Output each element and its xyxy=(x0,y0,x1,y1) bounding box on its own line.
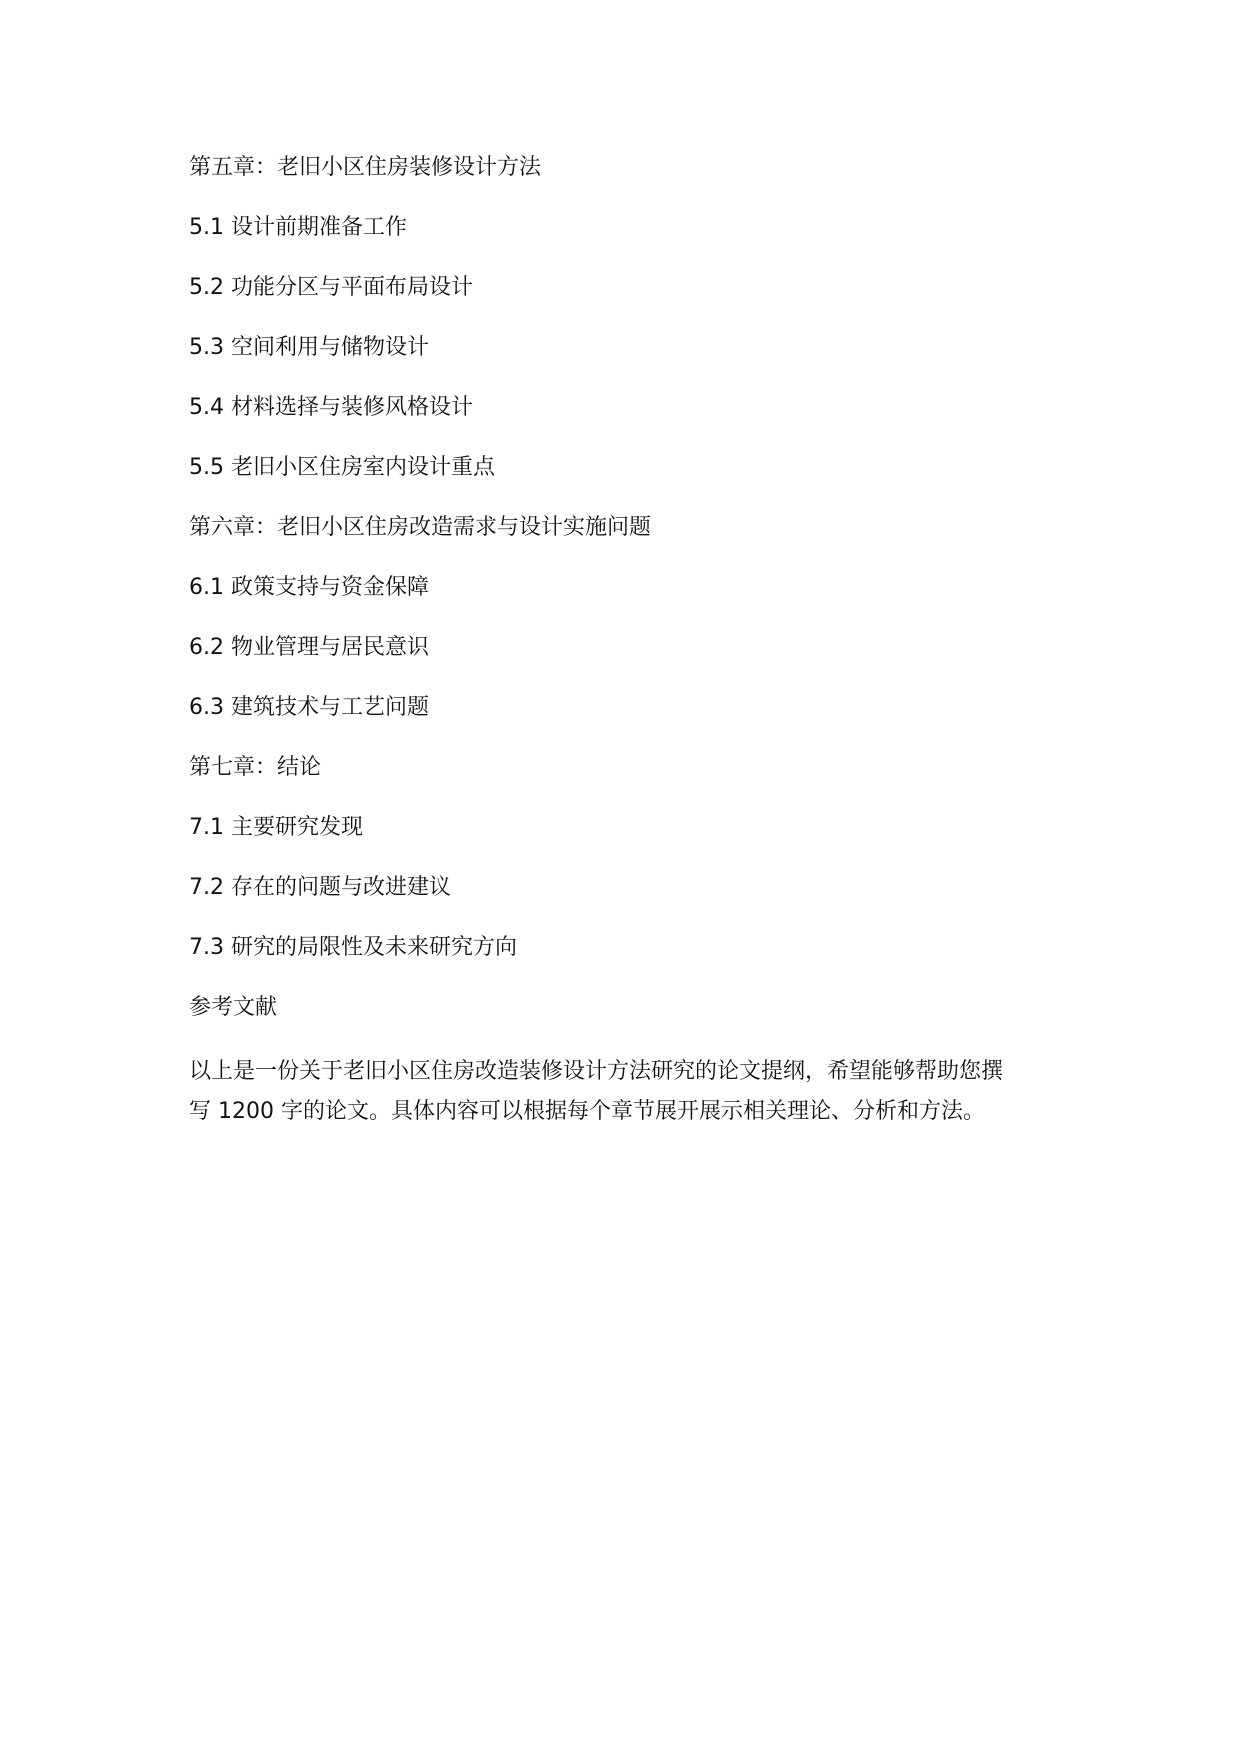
closing-line-2: 写 1200 字的论文。具体内容可以根据每个章节展开展示相关理论、分析和方法。 xyxy=(189,1099,985,1124)
chapter-7-heading: 第七章：结论 xyxy=(189,755,322,780)
section-6-3: 6.3 建筑技术与工艺问题 xyxy=(189,695,429,720)
closing-line-1: 以上是一份关于老旧小区住房改造装修设计方法研究的论文提纲，希望能够帮助您撰 xyxy=(189,1059,1004,1084)
section-6-2: 6.2 物业管理与居民意识 xyxy=(189,635,429,660)
chapter-5-heading: 第五章：老旧小区住房装修设计方法 xyxy=(189,155,542,180)
section-5-2: 5.2 功能分区与平面布局设计 xyxy=(189,275,473,300)
outline-content xyxy=(189,152,1049,1132)
section-7-1: 7.1 主要研究发现 xyxy=(189,815,363,840)
section-7-2: 7.2 存在的问题与改进建议 xyxy=(189,875,451,900)
section-5-5: 5.5 老旧小区住房室内设计重点 xyxy=(189,455,495,480)
section-5-1: 5.1 设计前期准备工作 xyxy=(189,215,407,240)
section-5-4: 5.4 材料选择与装修风格设计 xyxy=(189,395,473,420)
chapter-6-heading: 第六章：老旧小区住房改造需求与设计实施问题 xyxy=(189,515,652,540)
section-5-3: 5.3 空间利用与储物设计 xyxy=(189,335,429,360)
closing-paragraph xyxy=(189,1052,1049,1132)
references-heading: 参考文献 xyxy=(189,995,278,1020)
section-7-3: 7.3 研究的局限性及未来研究方向 xyxy=(189,935,517,960)
section-6-1: 6.1 政策支持与资金保障 xyxy=(189,575,429,600)
